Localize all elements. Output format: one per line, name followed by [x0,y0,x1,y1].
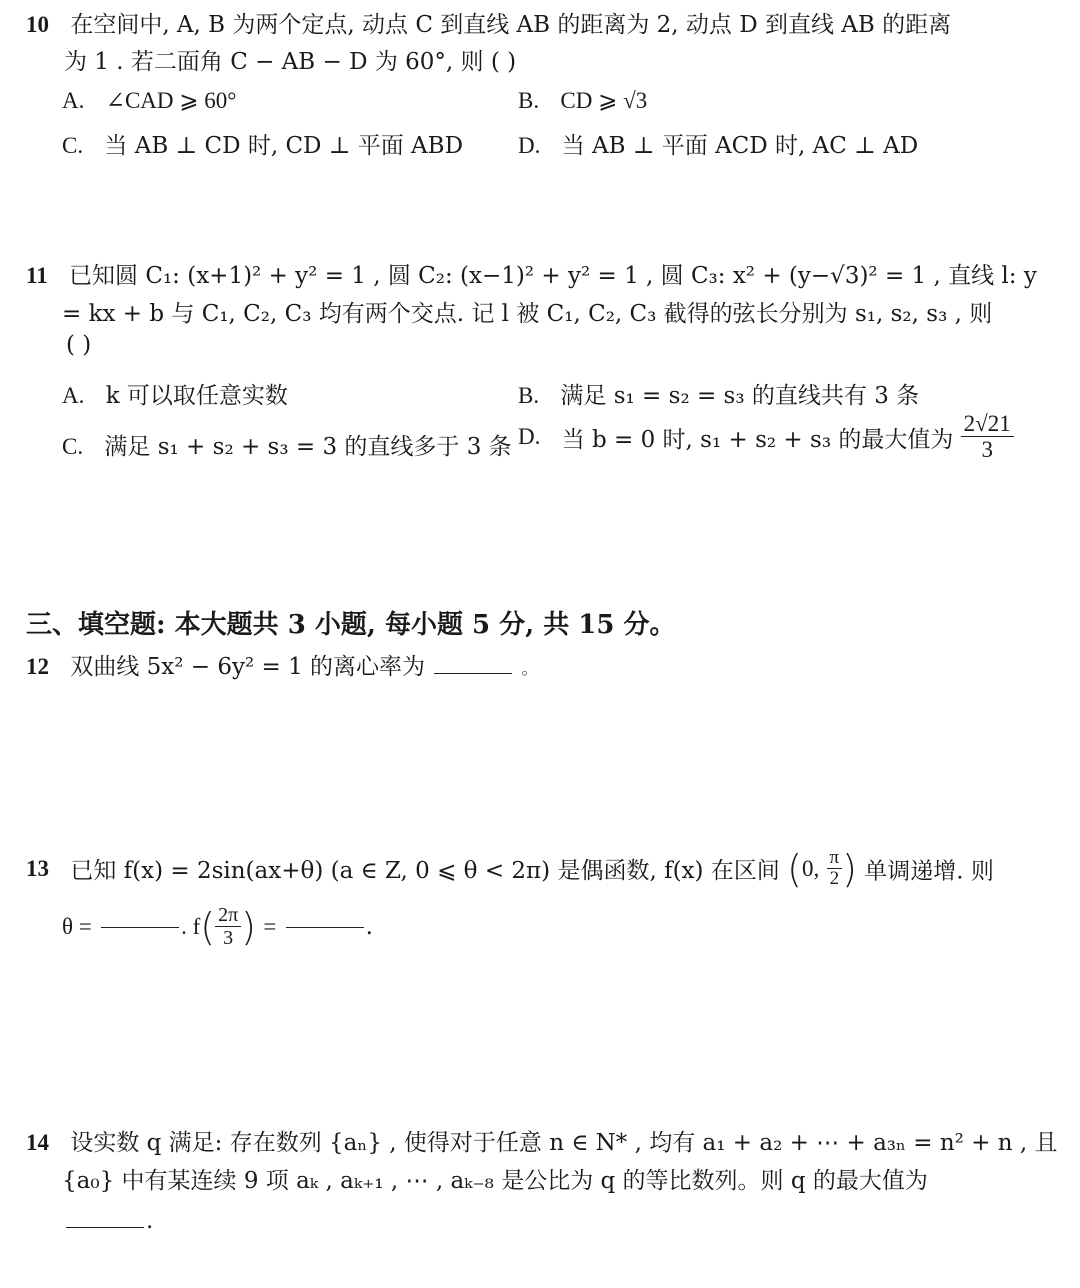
interval-left: 0, [801,855,820,881]
option-text: 当 b = 0 时, s₁ + s₂ + s₃ 的最大值为 [561,426,954,453]
question-11 [26,257,1037,290]
question-text: 双曲线 5x² − 6y² = 1 的离心率为 [70,654,426,680]
option-text: CD ⩾ √3 [560,88,648,113]
option-text: 满足 s₁ = s₂ = s₃ 的直线共有 3 条 [560,383,920,409]
option-text: 当 AB ⊥ 平面 ACD 时, AC ⊥ AD [561,133,919,159]
answer-blank-theta[interactable] [101,926,179,928]
fraction-numerator: 2π [215,905,241,927]
question-14-line-2: {a₀} 中有某连续 9 项 aₖ , aₖ₊₁ , ⋯ , aₖ₋₈ 是公比为 q 的等比数列。则 q 的最大值为 [62,1168,928,1194]
max-value-fraction [961,412,1014,462]
question-text: 已知 f(x) = 2sin(ax+θ) (a ∈ Z, 0 ⩽ θ < 2π) 是偶函数, f(x) 在区间 [70,858,780,885]
option-d [518,127,918,160]
sentence-end: . [365,914,373,940]
option-text: 满足 s₁ + s₂ + s₃ = 3 的直线多于 3 条 [104,434,512,460]
fraction-numerator: π [827,848,843,869]
option-label: D. [518,133,541,158]
question-number: 14 [26,1130,49,1155]
sentence-end: 。 [521,659,538,678]
question-14 [26,1124,1058,1157]
question-12 [26,648,538,681]
fraction-numerator: 2√21 [961,412,1014,437]
question-13 [26,848,994,890]
fraction-denominator: 3 [981,437,993,463]
f-label: . f [181,914,201,939]
sentence-end: . [146,1208,154,1234]
question-number: 13 [26,855,49,881]
option-label: C. [62,434,84,459]
option-text: ∠CAD ⩾ 60° [105,88,237,113]
equals-sign: = [263,914,277,939]
option-text: k 可以取任意实数 [105,383,288,409]
left-paren: ( [787,846,802,891]
left-paren: ( [200,905,216,949]
question-13-line-2 [62,905,373,949]
option-text: 当 AB ⊥ CD 时, CD ⊥ 平面 ABD [104,133,464,159]
option-b [518,377,919,410]
question-stem-line-1: 已知圆 C₁: (x+1)² + y² = 1 , 圆 C₂: (x−1)² + y² = 1 , 圆 C₃: x² + (y−√3)² = 1 , 直线 l: y [69,263,1037,289]
option-c [62,428,512,461]
question-11-line-2: = kx + b 与 C₁, C₂, C₃ 均有两个交点. 记 l 被 C₁, C₂, C₃ 截得的弦长分别为 s₁, s₂, s₃ , 则 [62,301,993,327]
right-paren: ) [842,846,857,891]
question-text-continued: 单调递增. 则 [864,858,994,885]
question-14-line-3 [64,1208,153,1234]
option-label: D. [518,424,541,450]
option-a [62,88,237,114]
question-stem-line-1: 设实数 q 满足: 存在数列 {aₙ} , 使得对于任意 n ∈ N* , 均有 a₁ + a₂ + ⋯ + a₃ₙ = n² + n , 且 [70,1130,1058,1156]
right-paren: ) [241,905,256,949]
option-a [62,377,288,410]
question-11-line-3: ( ) [66,332,92,358]
option-b [518,88,647,114]
theta-label: θ = [62,914,92,939]
option-d [518,412,1014,462]
option-label: B. [518,88,540,113]
question-number: 10 [26,12,49,37]
interval-right-fraction [827,848,843,890]
option-label: B. [518,383,540,408]
answer-blank[interactable] [66,1226,144,1228]
fraction-denominator: 2 [829,867,840,889]
question-number: 12 [26,654,49,679]
answer-blank-f-value[interactable] [286,926,364,928]
option-label: A. [62,88,85,113]
question-10 [26,6,951,39]
section-heading: 三、填空题: 本大题共 3 小题, 每小题 5 分, 共 15 分。 [26,610,676,640]
fraction-denominator: 3 [223,927,234,949]
argument-fraction [215,905,241,949]
answer-blank[interactable] [434,672,512,674]
option-label: A. [62,383,85,408]
option-label: C. [62,133,84,158]
question-stem-line-1: 在空间中, A, B 为两个定点, 动点 C 到直线 AB 的距离为 2, 动点 D 到直线 AB 的距离 [70,12,952,38]
question-number: 11 [26,263,48,288]
option-c [62,127,463,160]
question-10-line-2: 为 1 . 若二面角 C − AB − D 为 60°, 则 ( ) [64,49,517,75]
